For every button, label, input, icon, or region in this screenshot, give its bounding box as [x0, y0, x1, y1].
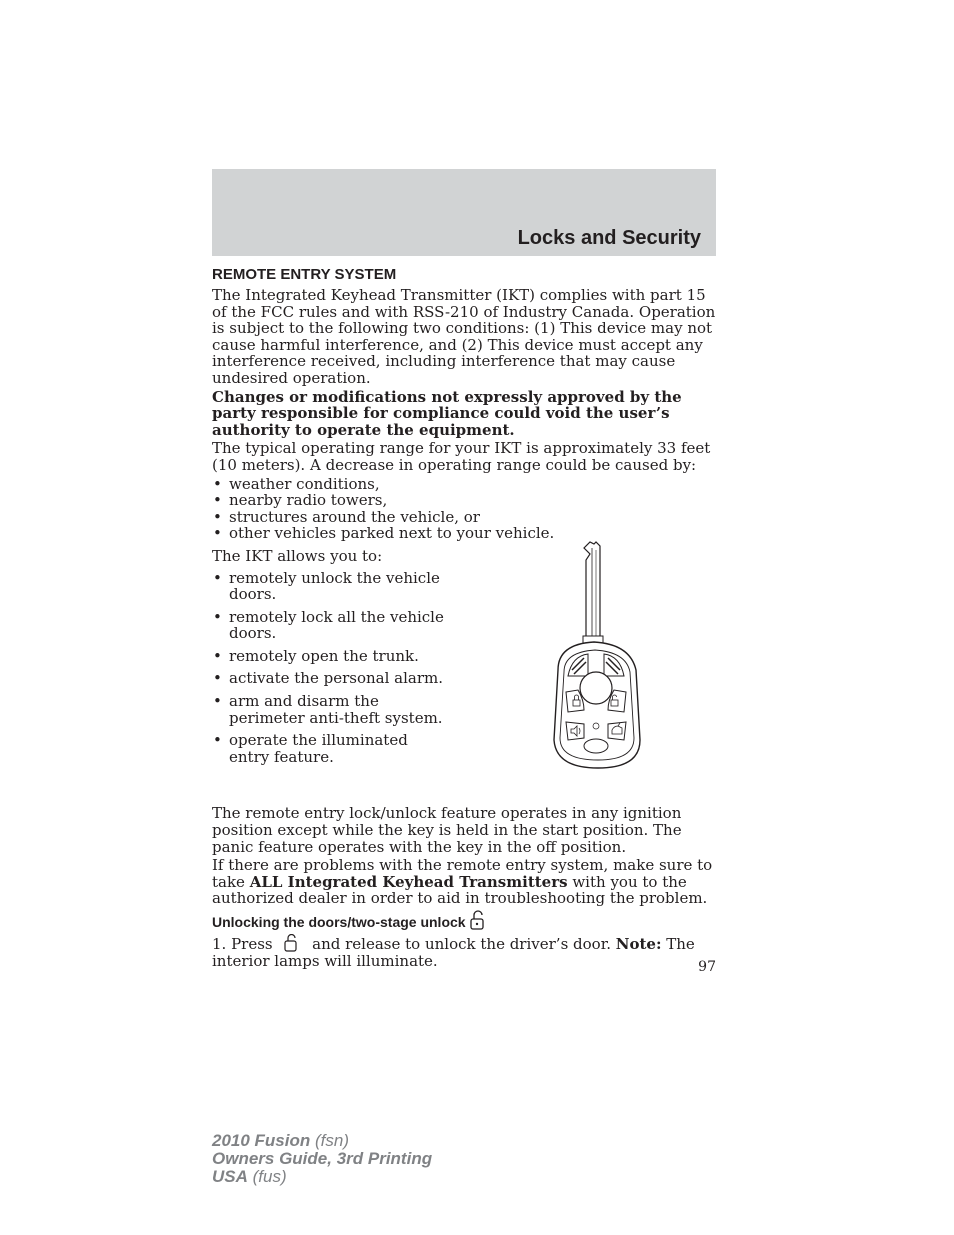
list-item: • weather conditions,	[212, 476, 716, 493]
footer-edition	[212, 1132, 432, 1186]
fcc-paragraph: The Integrated Keyhead Transmitter (IKT) complies with part 15 of the FCC rules and with RSS-210 of Industry Canada. Operation is subject to the following two conditions: (1) This device may not cause harmful interference, and (2) This device must accept any interference received, including interference that may cause undesired operation.	[212, 286, 716, 387]
range-paragraph: The typical operating range for your IKT is approximately 33 feet (10 meters). A decrease in operating range could be caused by:	[212, 439, 711, 474]
section-header-band	[212, 169, 716, 256]
list-item: • remotely open the trunk.	[212, 648, 452, 665]
list-item: • activate the personal alarm.	[212, 670, 452, 687]
unlock-icon	[279, 934, 301, 952]
key-fob-illustration	[548, 540, 648, 772]
list-item: • arm and disarm the perimeter anti-theft system.	[212, 693, 452, 726]
footer-line-3: USA (fus)	[212, 1167, 287, 1186]
ignition-paragraph: The remote entry lock/unlock feature operates in any ignition position except while the key is held in the start position. The panic feature operates with the key in the off position.	[212, 804, 682, 856]
section-title: Locks and Security	[517, 227, 701, 249]
ikt-allows-intro: The IKT allows you to:	[212, 546, 383, 565]
range-causes-list	[212, 476, 716, 542]
remote-entry-heading: REMOTE ENTRY SYSTEM	[212, 266, 397, 283]
footer-line-2: Owners Guide, 3rd Printing	[212, 1149, 433, 1168]
problems-paragraph: If there are problems with the remote entry system, make sure to take ALL Integrated Keyhead Transmitters with you to the authorized dealer in order to aid in troubleshooting the problem.	[212, 856, 713, 908]
list-item: • remotely lock all the vehicle doors.	[212, 609, 452, 642]
unlock-icon	[469, 910, 485, 930]
list-item: • nearby radio towers,	[212, 492, 716, 509]
footer-line-1: 2010 Fusion (fsn)	[212, 1131, 349, 1150]
list-item: • other vehicles parked next to your vehicle.	[212, 525, 716, 542]
list-item: • operate the illuminated entry feature.	[212, 732, 452, 765]
key-fob-drawing	[548, 540, 648, 772]
unlock-step-1: 1. Press and release to unlock the driver’s door. Note: The interior lamps will illuminate.	[212, 935, 695, 970]
ikt-features-column	[212, 548, 452, 772]
ikt-features-list	[212, 570, 452, 766]
unlocking-heading: Unlocking the doors/two-stage unlock	[212, 910, 716, 931]
list-item: • remotely unlock the vehicle doors.	[212, 570, 452, 603]
list-item: • structures around the vehicle, or	[212, 509, 716, 526]
fcc-warning: Changes or modifications not expressly approved by the party responsible for compliance could void the user’s authority to operate the equipment.	[212, 387, 682, 439]
page-number: 97	[698, 959, 716, 975]
